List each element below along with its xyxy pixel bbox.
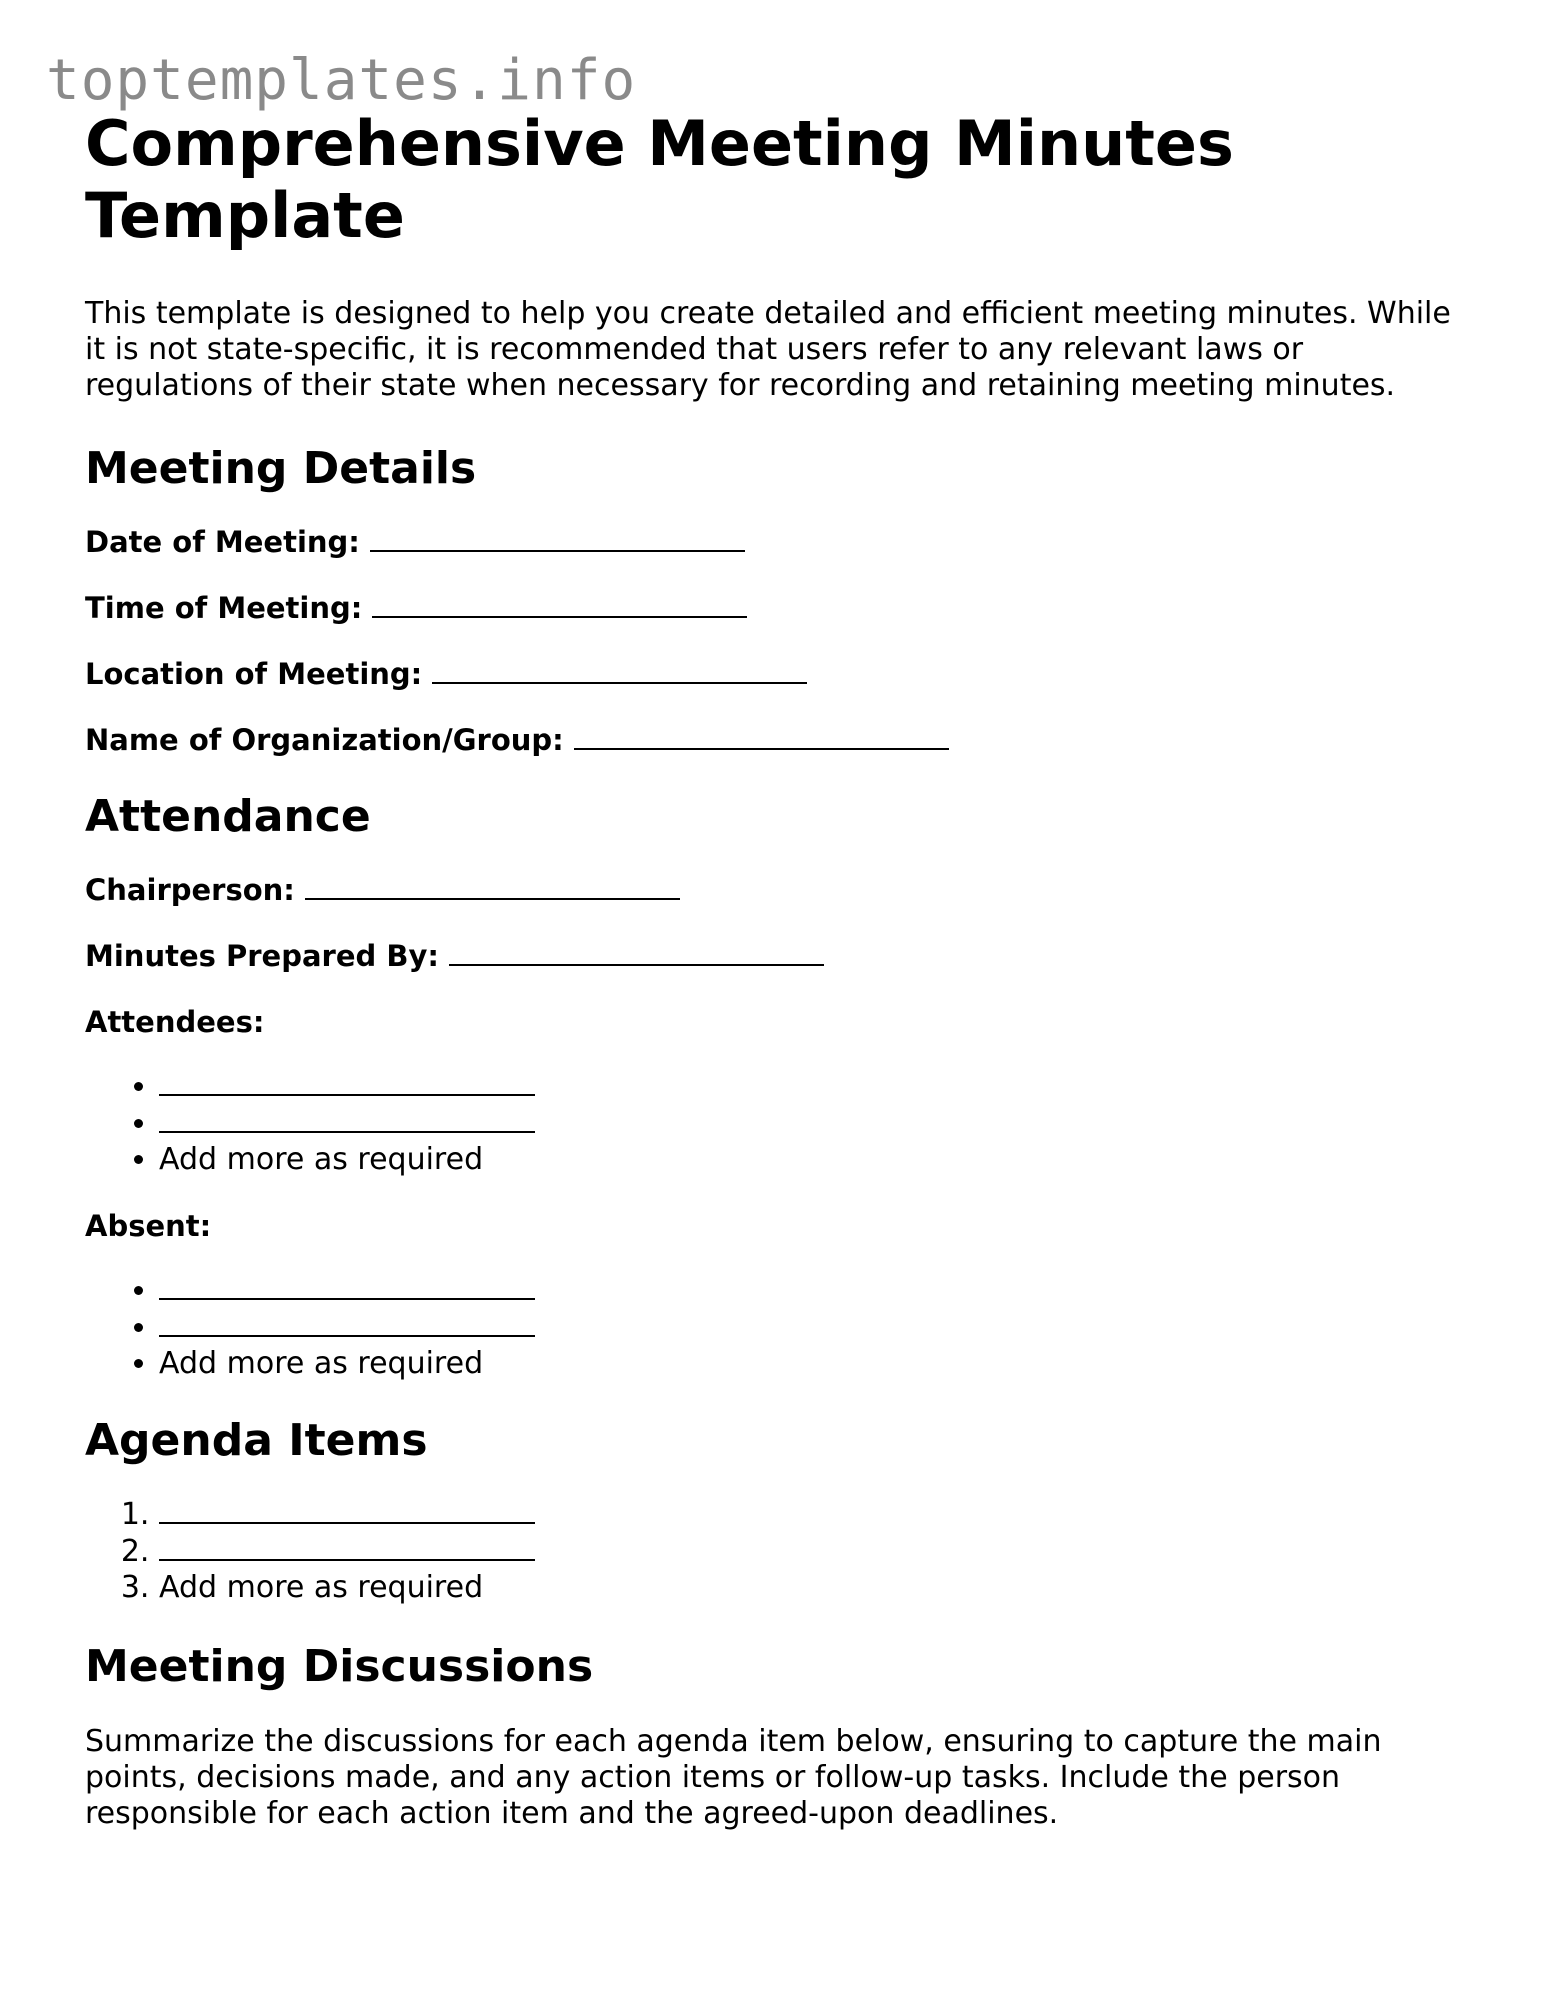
list-item — [159, 1272, 1485, 1309]
discussions-paragraph: Summarize the discussions for each agenda item below, ensuring to capture the main points, decisions made, and any action items or follow-up tasks. Include the person responsible for each action item and the agreed-upon deadlines. — [85, 1724, 1382, 1831]
absent-blank-1[interactable] — [159, 1272, 535, 1300]
chairperson-blank[interactable] — [305, 872, 680, 900]
intro-paragraph: This template is designed to help you create detailed and efficient meeting minutes. While it is not state-specific, it is recommended that users refer to any relevant laws or regulations of their state when necessary for recording and retaining meeting minutes. — [85, 296, 1451, 403]
organization-name-label: Name of Organization/Group: — [85, 723, 564, 757]
absent-label: Absent: — [85, 1209, 212, 1243]
attendee-blank-1[interactable] — [159, 1068, 535, 1096]
list-item: • Add more as required — [159, 1142, 1485, 1178]
list-item — [159, 1105, 1485, 1142]
attendees-list — [85, 1068, 1485, 1178]
location-of-meeting-field — [85, 656, 1485, 692]
minutes-prepared-by-blank[interactable] — [449, 938, 824, 966]
location-of-meeting-label: Location of Meeting: — [85, 657, 423, 691]
attendees-label: Attendees: — [85, 1005, 265, 1039]
document-title: Comprehensive Meeting Minutes Template — [85, 107, 1234, 252]
attendee-blank-2[interactable] — [159, 1105, 535, 1133]
minutes-prepared-by-label: Minutes Prepared By: — [85, 939, 439, 973]
document-page — [85, 108, 1485, 1862]
list-item — [159, 1309, 1485, 1346]
chairperson-field — [85, 872, 1485, 908]
minutes-prepared-by-field — [85, 938, 1485, 974]
location-of-meeting-blank[interactable] — [432, 656, 807, 684]
list-item — [159, 1533, 1485, 1570]
organization-name-field — [85, 722, 1485, 758]
list-item — [159, 1068, 1485, 1105]
agenda-blank-2[interactable] — [159, 1533, 535, 1561]
list-item: 3. Add more as required — [159, 1570, 1485, 1606]
chairperson-label: Chairperson: — [85, 873, 295, 907]
date-of-meeting-field — [85, 524, 1485, 560]
time-of-meeting-blank[interactable] — [372, 590, 747, 618]
time-of-meeting-field — [85, 590, 1485, 626]
date-of-meeting-label: Date of Meeting: — [85, 525, 360, 559]
time-of-meeting-label: Time of Meeting: — [85, 591, 363, 625]
watermark: toptemplates.info — [46, 48, 637, 113]
agenda-blank-1[interactable] — [159, 1496, 535, 1524]
attendance-heading: Attendance — [85, 791, 371, 842]
agenda-items-heading: Agenda Items — [85, 1415, 428, 1466]
date-of-meeting-blank[interactable] — [370, 524, 745, 552]
agenda-list — [85, 1496, 1485, 1606]
absent-list — [85, 1272, 1485, 1382]
list-item — [159, 1496, 1485, 1533]
meeting-details-heading: Meeting Details — [85, 443, 477, 494]
organization-name-blank[interactable] — [574, 722, 949, 750]
meeting-discussions-heading: Meeting Discussions — [85, 1641, 594, 1692]
list-item: • Add more as required — [159, 1346, 1485, 1382]
absent-blank-2[interactable] — [159, 1309, 535, 1337]
